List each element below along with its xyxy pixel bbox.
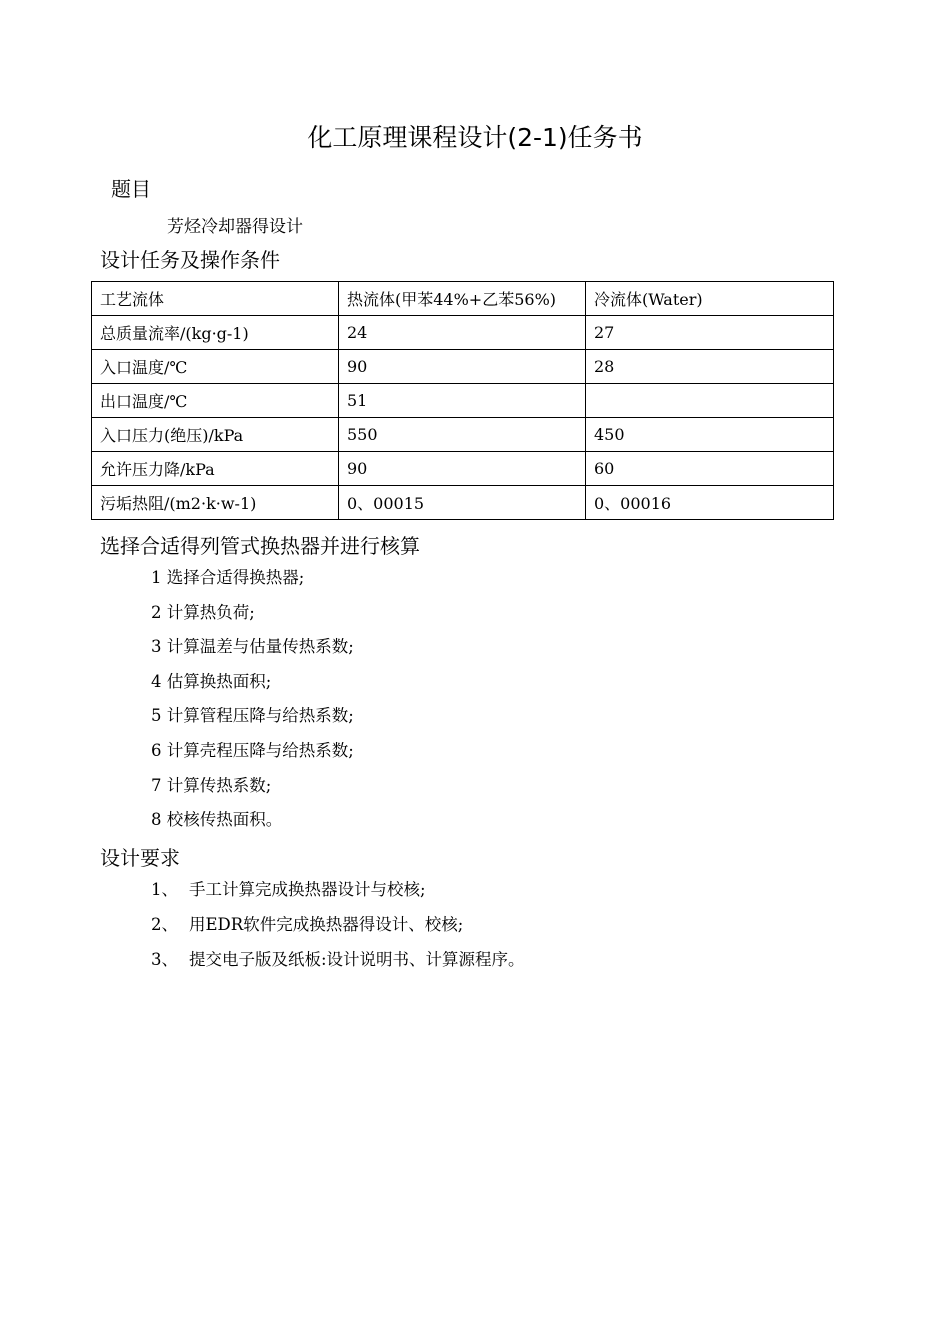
list-item <box>151 596 354 631</box>
section-heading-conditions: 设计任务及操作条件 <box>100 248 280 272</box>
table-row <box>92 418 834 452</box>
list-item <box>151 769 354 804</box>
section-heading-topic: 题目 <box>111 177 151 201</box>
table-header-cell: 热流体(甲苯44%+乙苯56%) <box>339 282 586 316</box>
step-number: 4 <box>151 671 162 691</box>
table-cell: 出口温度/℃ <box>92 384 339 418</box>
list-item <box>151 665 354 700</box>
step-text: 计算管程压降与给热系数; <box>166 706 354 726</box>
topic-text: 芳烃冷却器得设计 <box>167 217 303 237</box>
step-number: 6 <box>151 740 162 760</box>
step-number: 1 <box>151 568 162 587</box>
list-item <box>151 734 354 769</box>
step-number: 7 <box>151 775 162 795</box>
step-text: 计算壳程压降与给热系数; <box>166 740 354 760</box>
table-row <box>92 452 834 486</box>
step-text: 估算换热面积; <box>166 671 272 691</box>
table-cell: 入口压力(绝压)/kPa <box>92 418 339 452</box>
table-cell: 入口温度/℃ <box>92 350 339 384</box>
step-text: 计算热负荷; <box>166 602 255 622</box>
list-item <box>151 873 525 908</box>
step-text: 校核传热面积。 <box>166 810 283 830</box>
list-item <box>151 630 354 665</box>
table-row <box>92 316 834 350</box>
table-cell: 0、00016 <box>586 486 834 520</box>
section-heading-select: 选择合适得列管式换热器并进行核算 <box>100 534 420 558</box>
requirement-number: 2、 <box>151 914 178 934</box>
requirement-text: 用EDR软件完成换热器得设计、校核; <box>189 914 464 934</box>
step-number: 2 <box>151 602 162 622</box>
table-cell: 27 <box>586 316 834 350</box>
table-row <box>92 384 834 418</box>
step-text: 选择合适得换热器; <box>166 568 305 587</box>
table-cell: 0、00015 <box>339 486 586 520</box>
table-header-cell: 冷流体(Water) <box>586 282 834 316</box>
table-cell: 允许压力降/kPa <box>92 452 339 486</box>
calculation-steps-list <box>151 561 354 838</box>
list-item <box>151 561 354 596</box>
table-cell: 污垢热阻/(m2·k·w-1) <box>92 486 339 520</box>
table-cell: 60 <box>586 452 834 486</box>
step-text: 计算传热系数; <box>166 775 272 795</box>
table-cell: 450 <box>586 418 834 452</box>
operating-conditions-table <box>91 281 834 520</box>
step-number: 5 <box>151 706 162 726</box>
table-header-cell: 工艺流体 <box>92 282 339 316</box>
step-number: 8 <box>151 810 162 830</box>
requirements-list <box>151 873 525 977</box>
requirement-text: 手工计算完成换热器设计与校核; <box>189 880 426 899</box>
step-text: 计算温差与估量传热系数; <box>166 637 354 657</box>
table-row <box>92 350 834 384</box>
table-cell: 51 <box>339 384 586 418</box>
table-cell: 90 <box>339 452 586 486</box>
table-cell: 总质量流率/(kg·g-1) <box>92 316 339 350</box>
table-cell: 24 <box>339 316 586 350</box>
table-cell: 28 <box>586 350 834 384</box>
section-heading-requirements: 设计要求 <box>100 846 180 870</box>
requirement-text: 提交电子版及纸板:设计说明书、计算源程序。 <box>189 949 525 969</box>
table-cell: 550 <box>339 418 586 452</box>
table-cell: 90 <box>339 350 586 384</box>
table-cell <box>586 384 834 418</box>
list-item <box>151 803 354 838</box>
document-title: 化工原理课程设计(2-1)任务书 <box>307 123 643 152</box>
list-item <box>151 699 354 734</box>
list-item <box>151 908 525 943</box>
table-header-row <box>92 282 834 316</box>
requirement-number: 3、 <box>151 949 178 969</box>
list-item <box>151 943 525 978</box>
table-row <box>92 486 834 520</box>
requirement-number: 1、 <box>151 880 178 899</box>
step-number: 3 <box>151 637 162 657</box>
